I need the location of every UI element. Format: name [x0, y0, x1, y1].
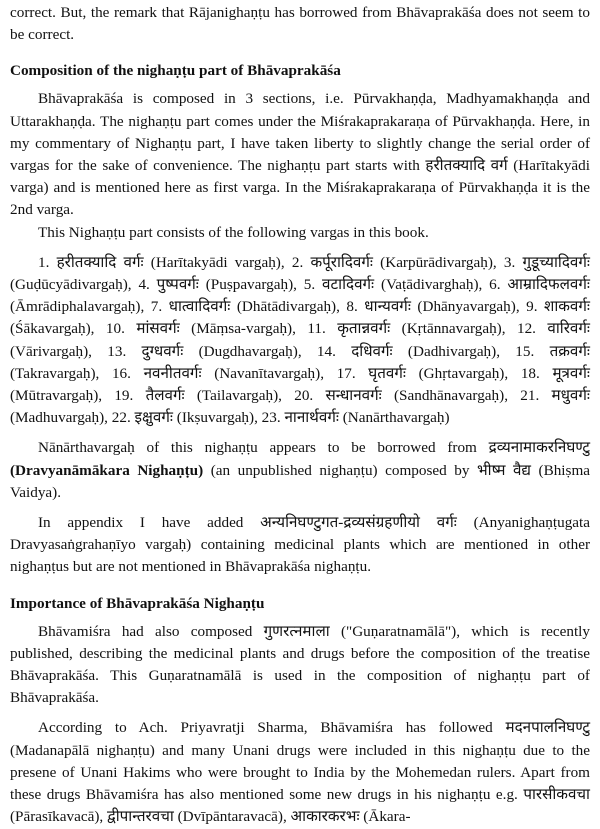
paragraph-vargas-intro: This Nighaṇṭu part consists of the following vargas in this book.	[38, 223, 429, 241]
paragraph-nanartha-text-a: Nānārthavargaḥ of this nighaṇṭu appears to be borrowed from द्रव्यनामाकरनिघण्टु	[38, 439, 590, 457]
vargas-list: 1. हरीतक्यादि वर्गः (Harītakyādi vargaḥ), 2. कर्पूरादिवर्गः (Karpūrādivargaḥ), 3. गुडूच्यादिवर्गः (Guḍūcyādivargaḥ), 4. पुष्पवर्गः (Puṣpavargaḥ), 5. वटादिवर्गः (Vaṭādivarghaḥ), 6. आम्रादिफलवर्गः (Āmrādiphalavargaḥ), 7. धात्वादिवर्गः (Dhātādivargaḥ), 8. धान्यवर्गः (Dhānyavargaḥ), 9. शाकवर्गः (Śākavargaḥ), 10. मांसवर्गः (Māṃsa-vargaḥ), 11. कृतान्नवर्गः (Kṛtānnavargaḥ), 12. वारिवर्गः (Vārivargaḥ), 13. दुग्धवर्गः (Dugdhavargaḥ), 14. दधिवर्गः (Dadhivargaḥ), 15. तक्रवर्गः (Takravargaḥ), 16. नवनीतवर्गः (Navanītavargaḥ), 17. घृतवर्गः (Ghṛtavargaḥ), 18. मूत्रवर्गः (Mūtravargaḥ), 19. तैलवर्गः (Tailavargaḥ), 20. सन्धानवर्गः (Sandhānavargaḥ), 21. मधुवर्गः (Madhuvargaḥ), 22. इक्षुवर्गः (Ikṣuvargaḥ), 23. नानार्थवर्गः (Nanārthavargaḥ)	[10, 253, 590, 427]
dravyanamakara-title: (Dravyanāmākara Nighaṇṭu)	[10, 461, 204, 479]
paragraph-gunaratnamala: Bhāvamiśra had also composed गुणरत्नमाला ("Guṇaratnamālā"), which is recently published, describing the medicinal plants and drugs before the composition of the treatise Bhāvaprakāśa. This Guṇaratnamālā is used in the composition of nighaṇṭu part of Bhāvaprakāśa.	[10, 622, 590, 707]
section-heading-composition: Composition of the nighaṇṭu part of Bhāvaprakāśa	[10, 62, 341, 80]
paragraph-priyavrat-sharma: According to Ach. Priyavratji Sharma, Bhāvamiśra has followed मदनपालनिघण्टु (Madanapālā nighaṇṭu) and many Unani drugs were included in this nighaṇṭu due to the presene of Unani Hakims who were brought to India by the Mohemedan rulers. Apart from these drugs Bhāvamiśra has also mentioned some new drugs in his nighaṇṭu e.g. पारसीकवचा (Pārasīkavacā), द्वीपान्तरवचा (Dvīpāntaravacā), आकारकरभः (Ākara-	[10, 719, 590, 826]
paragraph-appendix: In appendix I have added अन्यनिघण्टुगत-द्रव्यसंग्रहणीयो वर्गः (Anyanighaṇṭugata Dravyasaṅgrahaṇīyo vargaḥ) containing medicinal plants which are mentioned in other nighaṇṭus but are not mentioned in Bhāvaprakāśa nighaṇṭu.	[10, 514, 590, 576]
paragraph-continuation: correct. But, the remark that Rājanighaṇṭu has borrowed from Bhāvaprakāśa does not seem to be correct.	[10, 4, 590, 44]
paragraph-composition: Bhāvaprakāśa is composed in 3 sections, i.e. Pūrvakhaṇḍa, Madhyamakhaṇḍa and Uttarakhaṇḍa. The nighaṇṭu part comes under the Miśrakaprakaraṇa of Pūrvakhaṇḍa. Here, in my commentary of Nighaṇṭu part, I have taken liberty to slightly change the serial order of vargas for the sake of convenience. The nighaṇṭu part starts with हरीतक्यादि वर्ग (Harītakyādi varga) and is mentioned here as first varga. In the Miśrakaprakaraṇa of Pūrvakhaṇḍa it is the 2nd varga.	[10, 90, 590, 219]
section-heading-importance: Importance of Bhāvaprakāśa Nighaṇṭu	[10, 594, 265, 612]
paragraph-nanartha-text-b: (an unpublished nighaṇṭu) composed by भीष्म वैद्य (Bhiṣma Vaidya).	[10, 461, 590, 501]
paragraph-nanartha	[10, 437, 590, 504]
